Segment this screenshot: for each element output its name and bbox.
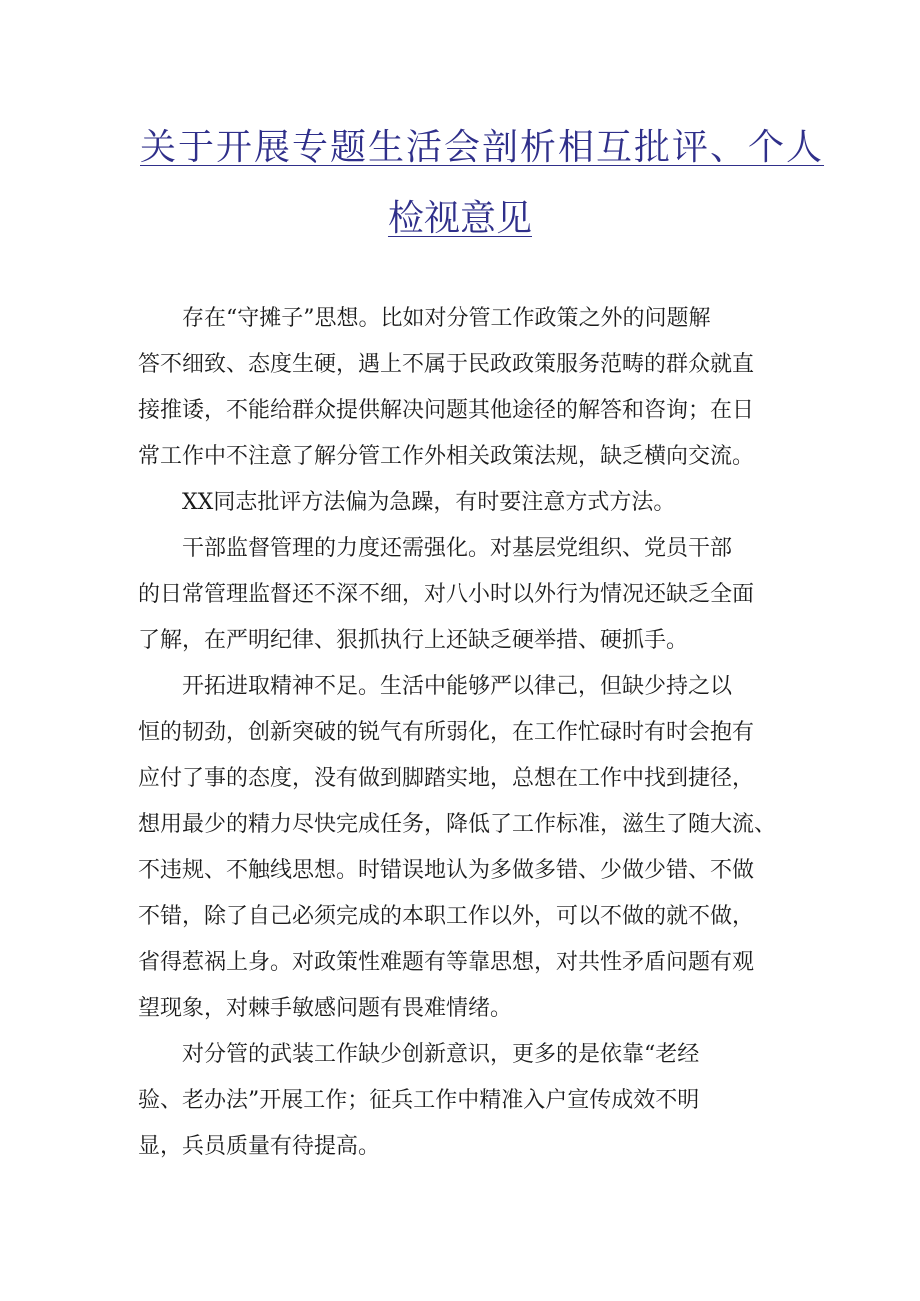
paragraph-pioneering-spirit bbox=[138, 664, 782, 1032]
paragraph-line: 接推诿，不能给群众提供解决问题其他途径的解答和咨询；在日 bbox=[138, 398, 755, 423]
paragraph-shoutanzi bbox=[138, 296, 782, 480]
document-title bbox=[140, 118, 825, 249]
paragraph-line: 验、老办法”开展工作；征兵工作中精准入户宣传成效不明 bbox=[138, 1088, 700, 1113]
paragraph-line: 存在“守摊子”思想。比如对分管工作政策之外的问题解 bbox=[182, 306, 711, 331]
paragraph-line: 应付了事的态度，没有做到脚踏实地，总想在工作中找到捷径， bbox=[138, 766, 755, 791]
paragraph-line: 的日常管理监督还不深不细，对八小时以外行为情况还缺乏全面 bbox=[138, 582, 755, 607]
paragraph-line: 干部监督管理的力度还需强化。对基层党组织、党员干部 bbox=[182, 536, 733, 561]
document-body bbox=[138, 296, 782, 1170]
paragraph-criticism-method bbox=[138, 480, 782, 526]
title-line-1: 关于开展专题生活会剖析相互批评、个人 bbox=[140, 127, 825, 168]
paragraph-line: 恒的韧劲，创新突破的锐气有所弱化，在工作忙碌时有时会抱有 bbox=[138, 720, 755, 745]
paragraph-supervision bbox=[138, 526, 782, 664]
title-line-2: 检视意见 bbox=[387, 198, 532, 239]
paragraph-line: XX同志批评方法偏为急躁，有时要注意方式方法。 bbox=[182, 490, 676, 515]
paragraph-line: 显，兵员质量有待提高。 bbox=[138, 1134, 381, 1159]
paragraph-line: 不违规、不触线思想。时错误地认为多做多错、少做少错、不做 bbox=[138, 858, 755, 883]
paragraph-armed-forces-work bbox=[138, 1032, 748, 1170]
paragraph-line: 答不细致、态度生硬，遇上不属于民政政策服务范畴的群众就直 bbox=[138, 352, 755, 377]
paragraph-line: 对分管的武装工作缺少创新意识，更多的是依靠“老经 bbox=[182, 1042, 700, 1067]
paragraph-line: 不错，除了自己必须完成的本职工作以外，可以不做的就不做， bbox=[138, 904, 755, 929]
paragraph-line: 了解，在严明纪律、狠抓执行上还缺乏硬举措、硬抓手。 bbox=[138, 628, 689, 653]
paragraph-line: 想用最少的精力尽快完成任务，降低了工作标准，滋生了随大流、 bbox=[138, 812, 777, 837]
paragraph-line: 省得惹祸上身。对政策性难题有等靠思想，对共性矛盾问题有观 bbox=[138, 950, 755, 975]
paragraph-line: 开拓进取精神不足。生活中能够严以律己，但缺少持之以 bbox=[182, 674, 733, 699]
paragraph-line: 望现象，对棘手敏感问题有畏难情绪。 bbox=[138, 996, 513, 1021]
paragraph-line: 常工作中不注意了解分管工作外相关政策法规，缺乏横向交流。 bbox=[138, 444, 755, 469]
